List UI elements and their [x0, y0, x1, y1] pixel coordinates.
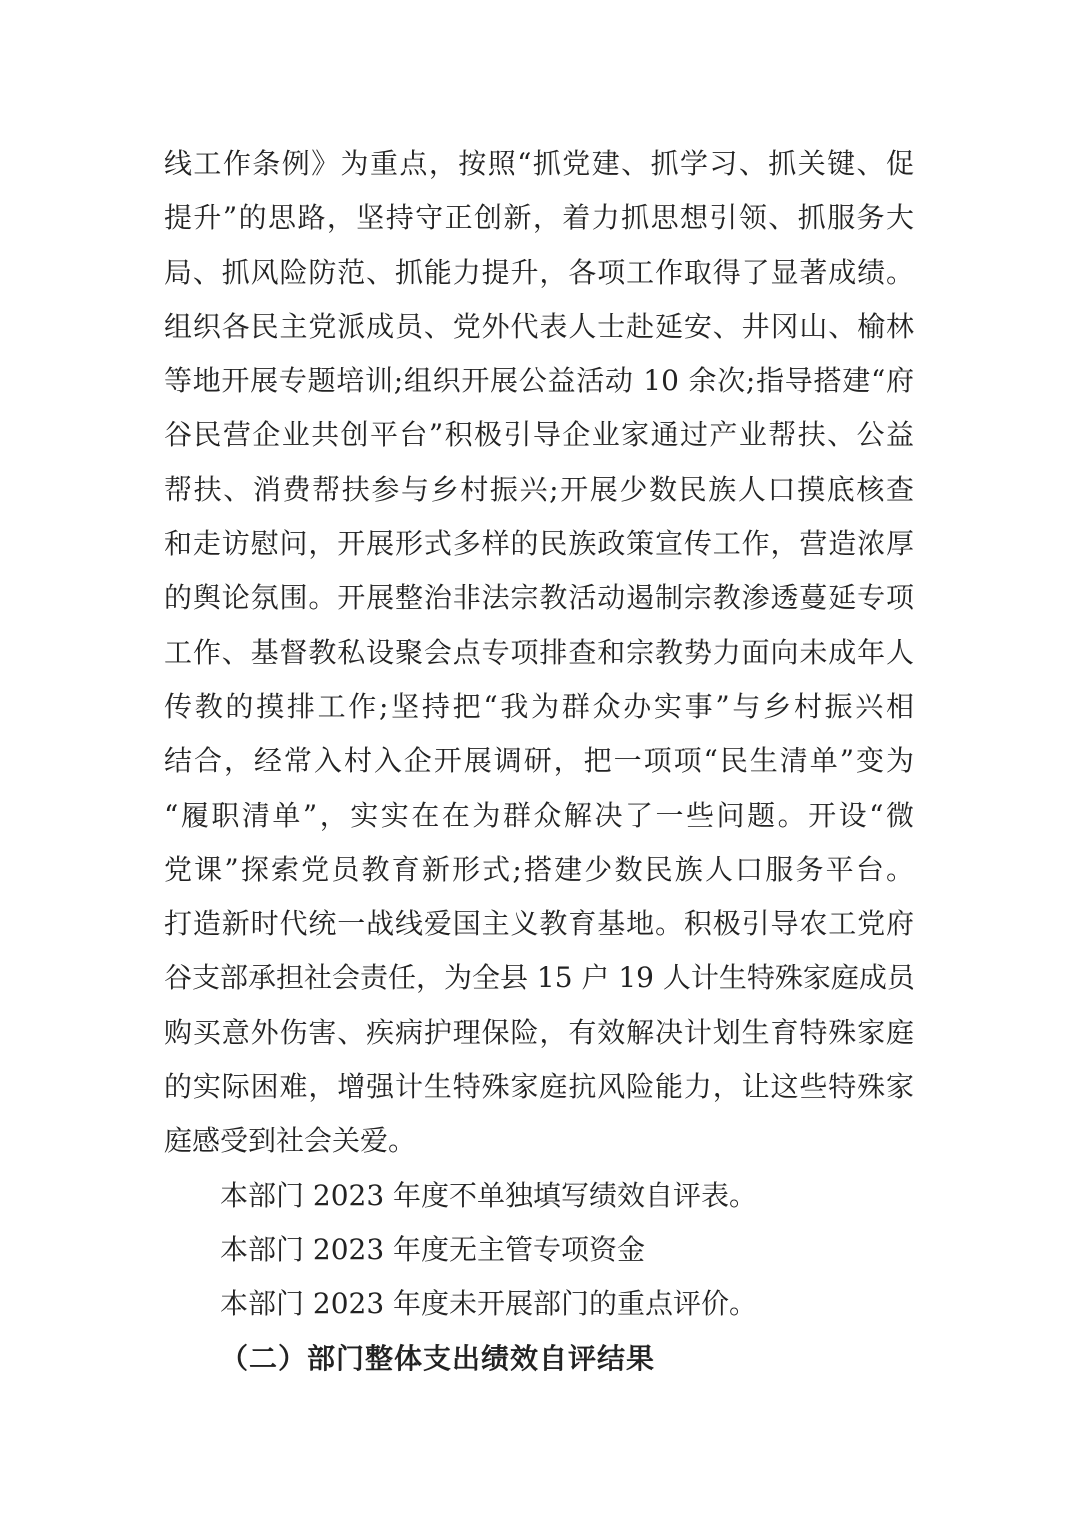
body-text — [164, 137, 914, 1386]
statement-self-evaluation-form: 本部门 2023 年度不单独填写绩效自评表。 — [220, 1178, 758, 1212]
paragraph-line-7: 帮扶、消费帮扶参与乡村振兴;开展少数民族人口摸底核查 — [164, 472, 914, 506]
paragraph-line-1: 线工作条例》为重点，按照“抓党建、抓学习、抓关键、促 — [164, 147, 914, 180]
paragraph-line-10: 工作、基督教私设聚会点专项排查和宗教势力面向未成年人 — [164, 635, 914, 669]
statement-key-evaluation: 本部门 2023 年度未开展部门的重点评价。 — [220, 1287, 758, 1321]
paragraph-line-12: 结合，经常入村入企开展调研，把一项项“民生清单”变为 — [164, 744, 914, 778]
paragraph-line-3: 局、抓风险防范、抓能力提升，各项工作取得了显著成绩。 — [164, 255, 914, 289]
paragraph-line-4: 组织各民主党派成员、党外代表人士赴延安、井冈山、榆林 — [164, 309, 914, 343]
paragraph-line-5: 等地开展专题培训;组织开展公益活动 10 余次;指导搭建“府 — [164, 364, 914, 398]
paragraph-line-19: 庭感受到社会关爱。 — [164, 1124, 417, 1158]
paragraph-line-14: 党课”探索党员教育新形式;搭建少数民族人口服务平台。 — [164, 852, 914, 886]
paragraph-line-16: 谷支部承担社会责任，为全县 15 户 19 人计生特殊家庭成员 — [164, 961, 915, 995]
section-heading: （二）部门整体支出绩效自评结果 — [220, 1341, 656, 1375]
paragraph-line-11: 传教的摸排工作;坚持把“我为群众办实事”与乡村振兴相 — [164, 689, 914, 723]
paragraph-line-17: 购买意外伤害、疾病护理保险，有效解决计划生育特殊家庭 — [164, 1015, 914, 1049]
paragraph-line-13: “履职清单”，实实在在为群众解决了一些问题。开设“微 — [164, 798, 914, 832]
paragraph-line-18: 的实际困难，增强计生特殊家庭抗风险能力，让这些特殊家 — [164, 1070, 914, 1104]
statement-special-funds: 本部门 2023 年度无主管专项资金 — [220, 1232, 646, 1266]
paragraph-line-8: 和走访慰问，开展形式多样的民族政策宣传工作，营造浓厚 — [164, 527, 914, 561]
paragraph-line-2: 提升”的思路，坚持守正创新，着力抓思想引领、抓服务大 — [164, 201, 914, 235]
paragraph-line-6: 谷民营企业共创平台”积极引导企业家通过产业帮扶、公益 — [164, 418, 914, 452]
paragraph-line-9: 的舆论氛围。开展整治非法宗教活动遏制宗教渗透蔓延专项 — [164, 581, 914, 615]
paragraph-line-15: 打造新时代统一战线爱国主义教育基地。积极引导农工党府 — [164, 907, 914, 941]
